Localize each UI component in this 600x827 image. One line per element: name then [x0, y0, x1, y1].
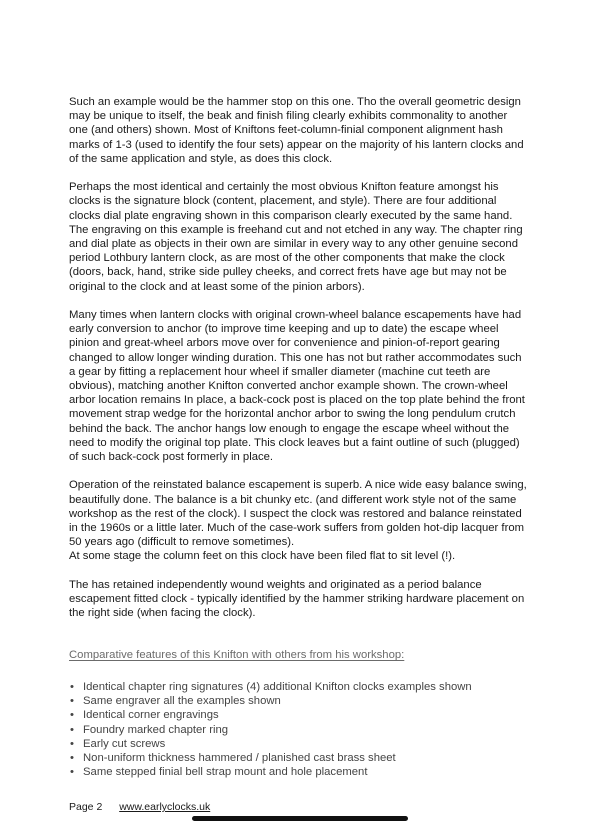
paragraph-signature-block: Perhaps the most identical and certainly the most obvious Knifton feature amongst his clocks is the signature block (content, placement, and style). There are four additional clocks dial plate engraving shown in this comparison clearly executed by the same hand. The engraving on this example is freehand cut and not etched in any way. The chapter ring and dial plate as objects in their own are similar in every way to any other genuine second period Lothbury lantern clock, as are most of the other components that make the clock (doors, back, hand, strike side pulley cheeks, and correct frets have age but may not be original to the clock and at least some of the pinion arbors). — [69, 181, 523, 293]
list-item-text: Same stepped finial bell strap mount and hole placement — [83, 766, 368, 779]
list-item-text: Identical corner engravings — [83, 709, 219, 722]
page-footer — [69, 801, 210, 813]
bullet-icon: • — [70, 694, 74, 707]
list-item — [69, 765, 579, 779]
list-item-text: Foundry marked chapter ring — [83, 723, 229, 736]
bullet-icon: • — [70, 723, 74, 736]
list-item — [69, 751, 579, 765]
list-item-text: Identical chapter ring signatures (4) additional Knifton clocks examples shown — [83, 680, 472, 693]
paragraph-weights: The has retained independently wound weights and originated as a period balance escapement fitted clock - typically identified by the hammer striking hardware placement on the right side (when facing the clock). — [69, 578, 525, 620]
paragraph-balance-escapement: Operation of the reinstated balance escapement is superb. A nice wide easy balance swing, beautifully done. The balance is a bit chunky etc. (and different work style not of the same workshop as the rest of the clock). I suspect the clock was restored and balance reinstated in the 1960s or a little later. Much of the case-work suffers from golden hot-dip lacquer from 50 years ago (difficult to remove sometimes). At some stage the column feet on this clock have been filed flat to sit level (!). — [69, 479, 527, 563]
comparative-features-list — [69, 680, 579, 780]
list-item — [69, 708, 579, 722]
list-item — [69, 694, 579, 708]
paragraph-hammer-stop: Such an example would be the hammer stop on this one. Tho the overall geometric design may be unique to itself, the beak and finish filing clearly exhibits commonality to another one (and others) shown. Most of Kniftons feet-column-finial component alignment hash marks of 1-3 (used to identify the four sets) appear on the majority of his lantern clocks and of the same application and style, as does this clock. — [69, 96, 524, 165]
website-link[interactable]: www.earlyclocks.uk — [119, 801, 211, 813]
bullet-icon: • — [70, 752, 74, 765]
bullet-icon: • — [70, 709, 74, 722]
list-item-text: Same engraver all the examples shown — [83, 694, 281, 707]
list-item — [69, 723, 579, 737]
bullet-icon: • — [70, 737, 74, 750]
bullet-icon: • — [70, 766, 74, 779]
list-item — [69, 680, 579, 694]
home-indicator-bar[interactable] — [192, 816, 408, 821]
list-item-text: Early cut screws — [83, 737, 166, 750]
list-item-text: Non-uniform thickness hammered / planished cast brass sheet — [83, 752, 396, 765]
paragraph-anchor-conversion: Many times when lantern clocks with original crown-wheel balance escapements have had early conversion to anchor (to improve time keeping and up to date) the escape wheel pinion and great-wheel arbors move over for convenience and pinion-of-report gearing changed to allow longer winding duration. This one has not but rather accommodates such a gear by fitting a replacement hour wheel if smaller diameter (machine cut teeth are obvious), matching another Knifton converted anchor example shown. The crown-wheel arbor location remains In place, a back-cock post is placed on the top plate behind the front movement strap wedge for the horizontal anchor arbor to swing the long pendulum crutch behind the back. The anchor hangs low enough to engage the escape wheel without the need to modify the original top plate. This clock leaves but a faint outline of such (plugged) of such back-cock post formerly in place. — [69, 309, 525, 464]
bullet-icon: • — [70, 680, 74, 693]
document-body — [69, 95, 579, 780]
page-number: Page 2 — [69, 801, 103, 813]
list-item — [69, 737, 579, 751]
comparative-features-heading: Comparative features of this Knifton with others from his workshop: — [69, 649, 405, 662]
